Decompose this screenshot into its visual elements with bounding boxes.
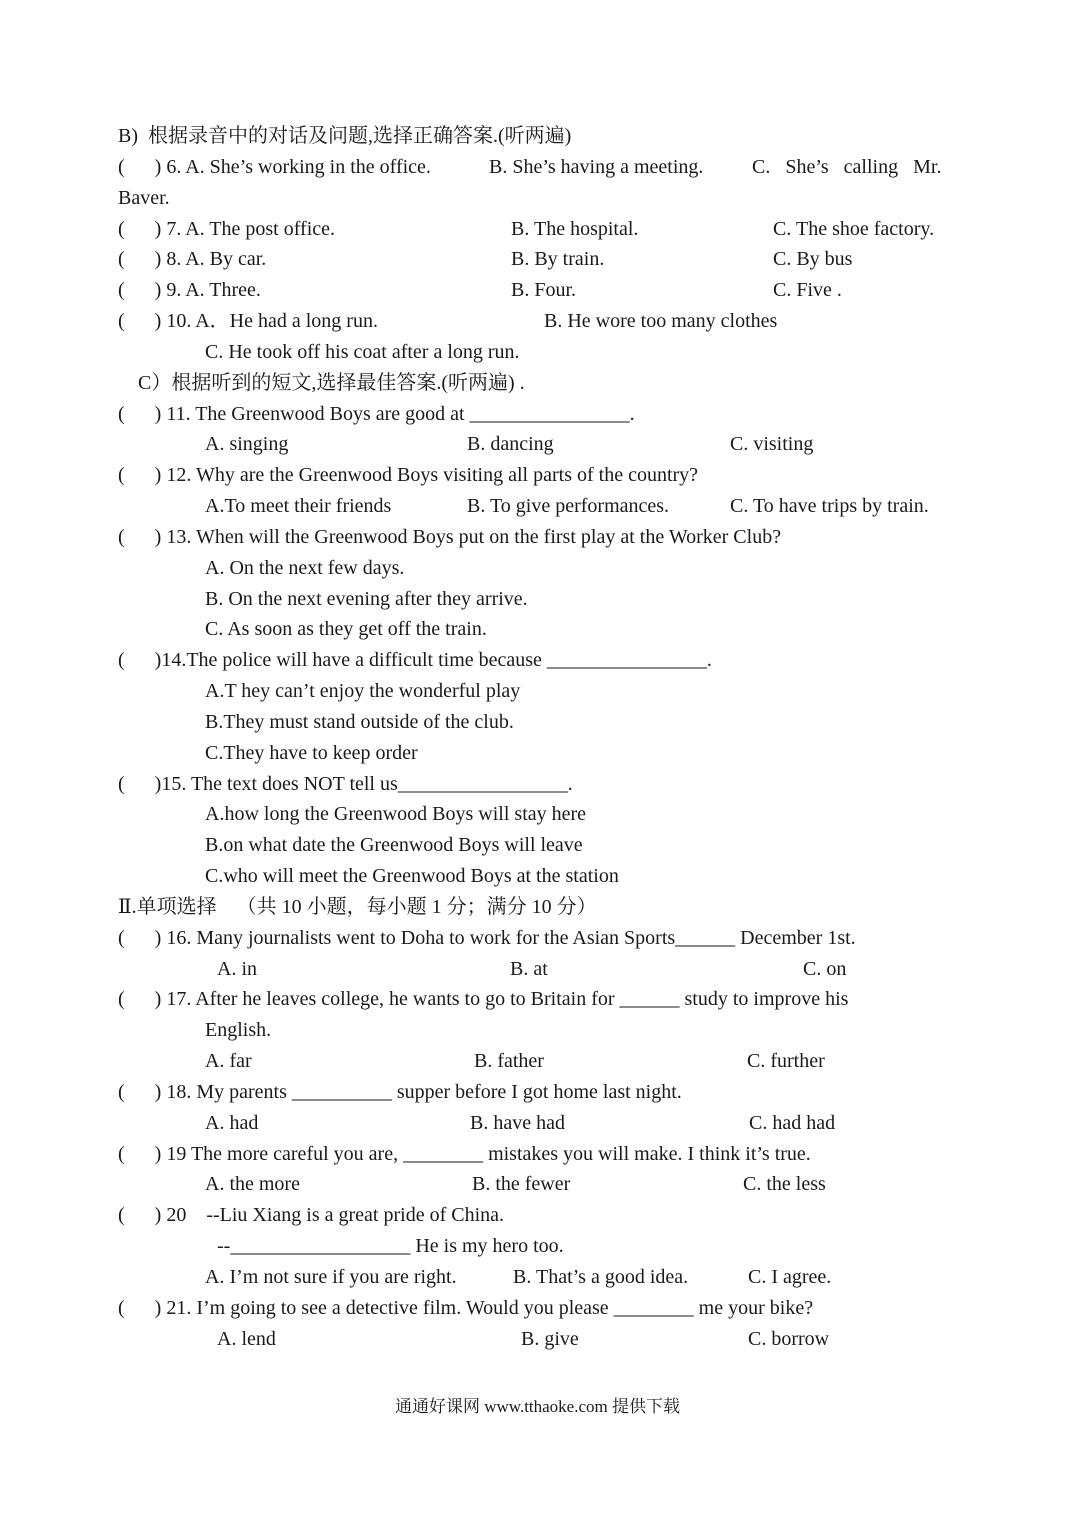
q11-option-b: B. dancing: [467, 433, 554, 455]
q6-option-c: C. She’s calling Mr.: [752, 156, 942, 178]
q15-option-c: C.who will meet the Greenwood Boys at the station: [205, 865, 619, 887]
q21-stem: ( ) 21. I’m going to see a detective film. Would you please ________ me your bike?: [118, 1297, 814, 1319]
q18-stem: ( ) 18. My parents __________ supper before I got home last night.: [118, 1081, 682, 1103]
q16-option-a: A. in: [217, 958, 257, 980]
q10-stem: ( ) 10. A．He had a long run.: [118, 310, 378, 332]
q8-stem: ( ) 8. A. By car.: [118, 248, 267, 270]
q17-option-b: B. father: [474, 1050, 544, 1072]
q17-option-a: A. far: [205, 1050, 252, 1072]
q16-option-b: B. at: [510, 958, 548, 980]
q12-option-a: A.To meet their friends: [205, 495, 392, 517]
q19-stem: ( ) 19 The more careful you are, ________ mistakes you will make. I think it’s true.: [118, 1143, 811, 1165]
q16-stem: ( ) 16. Many journalists went to Doha to work for the Asian Sports______ December 1st.: [118, 927, 856, 949]
q14-option-c: C.They have to keep order: [205, 742, 418, 764]
section-2-heading: Ⅱ.单项选择 （共 10 小题，每小题 1 分；满分 10 分）: [118, 896, 597, 918]
q18-option-a: A. had: [205, 1112, 259, 1134]
q17-stem: ( ) 17. After he leaves college, he wants to go to Britain for ______ study to improve his: [118, 988, 849, 1010]
q6-continuation: Baver.: [118, 187, 170, 209]
q11-stem: ( ) 11. The Greenwood Boys are good at ________________.: [118, 403, 635, 425]
q20-option-c: C. I agree.: [748, 1266, 832, 1288]
q13-stem: ( ) 13. When will the Greenwood Boys put on the first play at the Worker Club?: [118, 526, 782, 548]
q10-option-c: C. He took off his coat after a long run.: [205, 341, 520, 363]
q17-continuation: English.: [205, 1019, 272, 1041]
q14-option-a: A.T hey can’t enjoy the wonderful play: [205, 680, 521, 702]
q19-option-b: B. the fewer: [472, 1173, 571, 1195]
q18-option-c: C. had had: [749, 1112, 836, 1134]
q20-option-a: A. I’m not sure if you are right.: [205, 1266, 457, 1288]
q15-option-b: B.on what date the Greenwood Boys will leave: [205, 834, 583, 856]
section-c-heading: C）根据听到的短文,选择最佳答案.(听两遍) .: [138, 372, 525, 394]
q8-option-c: C. By bus: [773, 248, 853, 270]
q21-option-b: B. give: [521, 1328, 579, 1350]
q9-option-b: B. Four.: [511, 279, 577, 301]
q7-option-c: C. The shoe factory.: [773, 218, 935, 240]
q21-option-a: A. lend: [217, 1328, 276, 1350]
section-b-heading: B) 根据录音中的对话及问题,选择正确答案.(听两遍): [118, 125, 572, 147]
q15-stem: ( )15. The text does NOT tell us_________________.: [118, 773, 573, 795]
q20-stem: ( ) 20 --Liu Xiang is a great pride of China.: [118, 1204, 505, 1226]
footer-credit: 通通好课网 www.tthaoke.com 提供下载: [394, 1397, 681, 1416]
q15-option-a: A.how long the Greenwood Boys will stay here: [205, 803, 587, 825]
q9-option-c: C. Five .: [773, 279, 842, 301]
q10-option-b: B. He wore too many clothes: [544, 310, 778, 332]
q17-option-c: C. further: [747, 1050, 825, 1072]
q7-stem: ( ) 7. A. The post office.: [118, 218, 336, 240]
q20-reply: --__________________ He is my hero too.: [217, 1235, 564, 1257]
q13-option-a: A. On the next few days.: [205, 557, 405, 579]
q18-option-b: B. have had: [470, 1112, 565, 1134]
q11-option-c: C. visiting: [730, 433, 814, 455]
q13-option-b: B. On the next evening after they arrive.: [205, 588, 528, 610]
q14-stem: ( )14.The police will have a difficult time because ________________.: [118, 649, 712, 671]
q19-option-c: C. the less: [743, 1173, 826, 1195]
q8-option-b: B. By train.: [511, 248, 605, 270]
q6-option-b: B. She’s having a meeting.: [489, 156, 704, 178]
q12-option-c: C. To have trips by train.: [730, 495, 929, 517]
q20-option-b: B. That’s a good idea.: [513, 1266, 689, 1288]
q16-option-c: C. on: [803, 958, 847, 980]
q9-stem: ( ) 9. A. Three.: [118, 279, 261, 301]
q12-stem: ( ) 12. Why are the Greenwood Boys visiting all parts of the country?: [118, 464, 699, 486]
q6-stem: ( ) 6. A. She’s working in the office.: [118, 156, 431, 178]
q19-option-a: A. the more: [205, 1173, 300, 1195]
q13-option-c: C. As soon as they get off the train.: [205, 618, 487, 640]
q11-option-a: A. singing: [205, 433, 289, 455]
q12-option-b: B. To give performances.: [467, 495, 670, 517]
q7-option-b: B. The hospital.: [511, 218, 639, 240]
q14-option-b: B.They must stand outside of the club.: [205, 711, 514, 733]
q21-option-c: C. borrow: [748, 1328, 830, 1350]
